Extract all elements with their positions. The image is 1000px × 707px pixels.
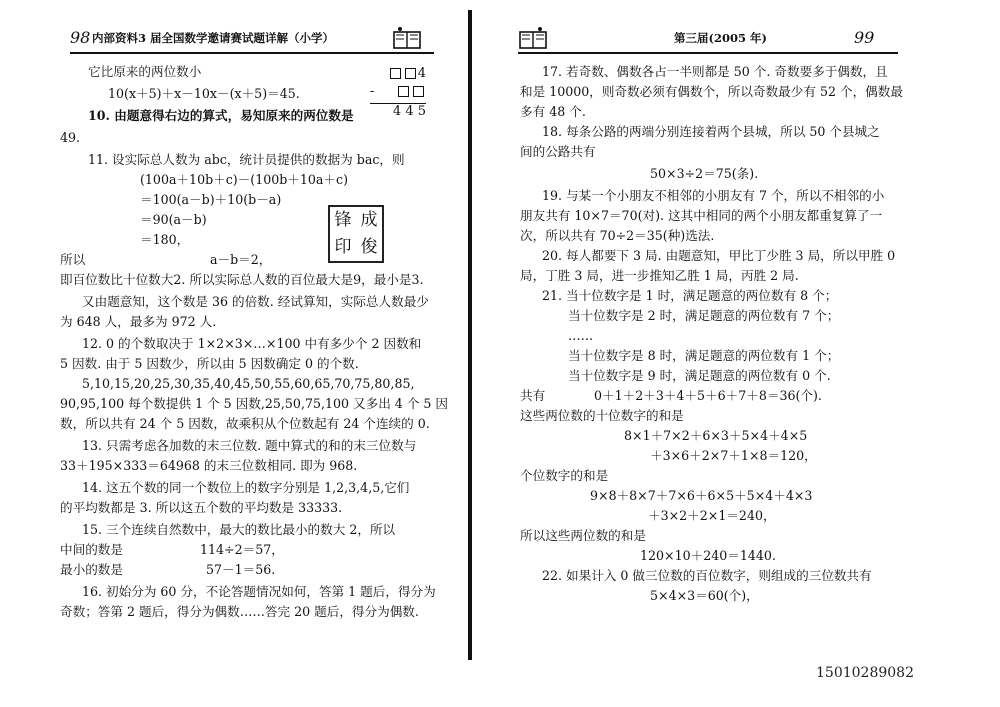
equation-line: 120×10＋240＝1440. xyxy=(640,548,776,563)
text-line: 5 因数. 由于 5 因数少，所以由 5 因数确定 0 的个数. xyxy=(60,356,359,371)
text-line: 17. 若奇数、偶数各占一半则都是 50 个. 奇数要多于偶数，且 xyxy=(542,64,888,79)
text-line: 所以这些两位数的和是 xyxy=(520,528,646,543)
text-line: 18. 每条公路的两端分别连接着两个县城，所以 50 个县城之 xyxy=(542,124,880,139)
header-title-left: 内部资料3 届全国数学邀请赛试题详解（小学） xyxy=(92,31,335,45)
text-line: 33＋195×333＝64968 的末三位数相同. 即为 968. xyxy=(60,458,358,473)
text-line: 次，所以共有 70÷2＝35(种)选法. xyxy=(520,228,715,243)
text-line: 数，所以共有 24 个 5 因数，故乘积从个位数起有 24 个连续的 0. xyxy=(60,416,430,431)
text-line: 又由题意知，这个数是 36 的倍数. 经试算知，实际总人数最少 xyxy=(82,294,429,309)
seal-char: 锋 xyxy=(334,210,352,230)
text-line: 的平均数都是 3. 所以这五个数的平均数是 33333. xyxy=(60,500,343,515)
header-title-right: 第三届(2005 年) xyxy=(674,31,767,45)
text-line: 15. 三个连续自然数中，最大的数比最小的数大 2，所以 xyxy=(82,522,396,537)
text-line: 16. 初始分为 60 分，不论答题情况如何，答第 1 题后，得分为 xyxy=(82,584,436,599)
equation-line: ＝180， xyxy=(140,232,190,247)
equation-line: a－b＝2， xyxy=(210,252,272,267)
text-line: 多有 48 个. xyxy=(520,104,586,119)
equation-line: ＋3×6＋2×7＋1×8＝120， xyxy=(650,448,817,463)
text-line: …… xyxy=(568,328,594,343)
text-line: 即百位数比十位数大2. 所以实际总人数的百位最大是9，最小是3. xyxy=(60,272,424,287)
text-line: 朋友共有 10×7＝70(对). 这其中相同的两个小朋友都重复算了一 xyxy=(520,208,883,223)
page-number-right: 99 xyxy=(854,28,875,47)
text-line: 当十位数字是 2 时，满足题意的两位数有 7 个； xyxy=(568,308,840,323)
seal-char: 印 xyxy=(334,237,352,257)
page-number-left: 98 xyxy=(70,28,91,47)
text-line: 14. 这五个数的同一个数位上的数字分别是 1,2,3,4,5,它们 xyxy=(82,480,410,495)
text-line: 12. 0 的个数取决于 1×2×3×…×100 中有多少个 2 因数和 xyxy=(82,336,422,351)
text-line: 10. 由题意得右边的算式，易知原来的两位数是 xyxy=(88,108,354,123)
text-line: 为 648 人，最多为 972 人. xyxy=(60,314,217,329)
equation-line: (100a＋10b＋c)－(100b＋10a＋c) xyxy=(140,172,348,187)
text-line: 所以 xyxy=(60,252,86,267)
text-line: 20. 每人都要下 3 局. 由题意知，甲比丁少胜 3 局，所以甲胜 0 xyxy=(542,248,896,263)
text-line: 5,10,15,20,25,30,35,40,45,50,55,60,65,70,75,80,85, xyxy=(82,376,415,391)
author-seal xyxy=(328,205,384,263)
text-line: 中间的数是 xyxy=(60,542,123,557)
text-line: 共有 xyxy=(520,388,546,403)
equation-line: ＝90(a－b) xyxy=(140,212,207,227)
equation-line: 5×4×3＝60(个)， xyxy=(650,588,759,603)
book-icon xyxy=(392,26,422,52)
calc-row1-digit: 4 xyxy=(417,66,426,81)
equation-line: 57－1＝56. xyxy=(206,562,276,577)
vertical-calculation xyxy=(370,66,426,122)
seal-char: 成 xyxy=(360,210,378,230)
equation-line: 50×3÷2＝75(条). xyxy=(650,166,759,181)
equation-line: ＝100(a－b)＋10(b－a) xyxy=(140,192,282,207)
text-line: 局，丁胜 3 局，进一步推知乙胜 1 局，丙胜 2 局. xyxy=(520,268,799,283)
text-line: 和是 10000，则奇数必须有偶数个，所以奇数最少有 52 个，偶数最 xyxy=(520,84,903,99)
text-line: 间的公路共有 xyxy=(520,144,596,159)
equation-line: 10(x＋5)＋x－10x－(x＋5)＝45. xyxy=(108,86,300,101)
equation-line: 9×8＋8×7＋7×6＋6×5＋5×4＋4×3 xyxy=(590,488,813,503)
footer-number: 15010289082 xyxy=(816,665,914,681)
equation-line: 0＋1＋2＋3＋4＋5＋6＋7＋8＝36(个). xyxy=(594,388,822,403)
text-line: 当十位数字是 9 时，满足题意的两位数有 0 个. xyxy=(568,368,831,383)
text-line: 个位数字的和是 xyxy=(520,468,609,483)
text-line: 19. 与某一个小朋友不相邻的小朋友有 7 个，所以不相邻的小 xyxy=(542,188,885,203)
book-spine xyxy=(468,10,472,660)
header-rule-right xyxy=(518,52,898,54)
equation-line: 114÷2＝57， xyxy=(200,542,284,557)
text-line: 90,95,100 每个数提供 1 个 5 因数,25,50,75,100 又多出 4 个 5 因 xyxy=(60,396,449,411)
text-line: 22. 如果计入 0 做三位数的百位数字，则组成的三位数共有 xyxy=(542,568,872,583)
equation-line: ＋3×2＋2×1＝240， xyxy=(648,508,776,523)
calc-result: 4 4 5 xyxy=(392,104,426,119)
text-line: 奇数；答第 2 题后，得分为偶数……答完 20 题后，得分为偶数. xyxy=(60,604,419,619)
text-line: 13. 只需考虑各加数的末三位数. 题中算式的和的末三位数与 xyxy=(82,438,417,453)
text-line: 最小的数是 xyxy=(60,562,123,577)
text-line: 这些两位数的十位数字的和是 xyxy=(520,408,684,423)
text-line: 它比原来的两位数小 xyxy=(88,64,202,79)
seal-char: 俊 xyxy=(360,237,378,257)
left-page xyxy=(0,0,468,707)
text-line: 21. 当十位数字是 1 时，满足题意的两位数有 8 个； xyxy=(542,288,838,303)
text-line: 49. xyxy=(60,130,81,145)
book-icon xyxy=(518,26,548,52)
text-line: 11. 设实际总人数为 abc，统计员提供的数据为 bac，则 xyxy=(88,152,405,167)
text-line: 当十位数字是 8 时，满足题意的两位数有 1 个； xyxy=(568,348,840,363)
header-rule-left xyxy=(70,52,434,54)
calc-minus: - xyxy=(370,84,375,99)
equation-line: 8×1＋7×2＋6×3＋5×4＋4×5 xyxy=(624,428,808,443)
right-page xyxy=(474,0,1000,707)
